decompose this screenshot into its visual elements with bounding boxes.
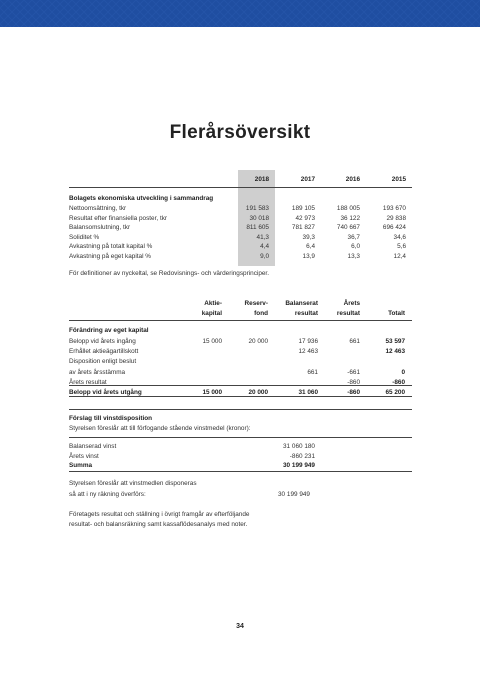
year-header: 2016 [345,176,360,183]
cell-value: 31 060 180 [283,443,315,450]
row-label: Erhållet aktieägartillskott [69,348,139,356]
cell-value: 740 667 [336,224,360,232]
cell-value: 13,3 [347,253,360,260]
cell-value: 189 105 [291,205,315,212]
cell-value: -860 231 [289,452,315,460]
cell-value: 41,3 [256,233,269,241]
column-header: Totalt [388,310,405,317]
cell-value: 34,6 [393,233,406,241]
cell-value: 17 936 [298,338,318,345]
cell-value: 20 000 [248,389,268,396]
page-number: 34 [236,623,244,630]
cell-value: 811 605 [246,224,269,232]
cell-value: 36 122 [340,214,360,222]
divider [69,320,412,321]
row-label: Summa [69,462,93,470]
cell-value: -661 [347,368,360,376]
cell-value: 6,4 [306,243,315,251]
proposal-intro: Styrelsen föreslår att till förfogande stående vinstmedel (kronor): [69,425,251,432]
cell-value: 20 000 [248,338,268,345]
divider [69,437,412,438]
cell-value: 42 973 [295,214,315,222]
column-header: Årets [343,300,360,307]
row-label: Balansomslutning, tkr [69,224,131,232]
row-label: Årets vinst [69,452,99,460]
section-title: Bolagets ekonomiska utveckling i sammandrag [69,195,214,202]
cell-value: 12 463 [385,348,405,356]
row-label: Balanserad vinst [69,443,117,450]
cell-value: 15 000 [202,389,222,396]
year-header: 2018 [254,176,269,183]
cell-value: 781 827 [291,224,315,232]
divider [69,409,412,410]
year-header: 2017 [300,176,315,183]
cell-value: 53 597 [385,338,405,345]
dispose-text: så att i ny räkning överförs: [69,491,146,498]
cell-value: 4,4 [260,243,269,251]
column-header: Balanserat [285,300,318,307]
row-label: av årets årsstämma [69,368,126,376]
top-banner [0,0,480,27]
cell-value: 0 [401,368,405,376]
row-label: Resultat efter finansiella poster, tkr [69,214,168,222]
cell-value: 39,3 [302,233,315,241]
divider [69,471,412,472]
row-label: Belopp vid årets ingång [69,338,136,345]
cell-value: 13,9 [302,253,315,260]
cell-value: 191 583 [245,205,269,212]
cell-value: 6,0 [351,243,360,251]
cell-value: 30 199 949 [283,462,315,470]
cell-value: 15 000 [202,338,222,345]
cell-value: 30 018 [249,214,269,222]
page-title: Flerårsöversikt [169,122,311,143]
cell-value: -860 [347,378,360,386]
divider [69,187,412,188]
cell-value: 193 670 [382,205,406,212]
column-header: fond [254,310,268,317]
cell-value: 661 [349,338,360,345]
row-label: Belopp vid årets utgång [69,389,142,396]
row-label: Soliditet % [69,233,100,241]
cell-value: 5,6 [397,243,406,251]
year-header: 2015 [391,176,406,183]
cell-value: 12,4 [393,253,406,260]
dispose-text: Styrelsen föreslår att vinstmedlen disponeras [69,480,197,487]
column-header: kapital [201,310,222,317]
cell-value: 29 838 [386,214,406,222]
row-label: Nettoomsättning, tkr [69,205,127,212]
row-label: Avkastning på eget kapital % [69,253,151,260]
column-header: resultat [294,310,318,317]
closing-text: Företagets resultat och ställning i övrigt framgår av efterföljande [69,511,250,518]
cell-value: -860 [392,378,405,386]
closing-text: resultat- och balansräkning samt kassaflödesanalys med noter. [69,521,248,528]
cell-value: 661 [307,368,318,376]
column-header: Reserv- [244,300,268,307]
cell-value: 31 060 [298,389,318,396]
cell-value: 188 005 [336,205,360,212]
cell-value: 696 424 [382,224,406,232]
row-label: Avkastning på totalt kapital % [69,243,153,251]
column-header: Aktie- [204,300,222,307]
column-header: resultat [336,310,360,317]
row-label: Årets resultat [69,378,107,386]
definitions-note: För definitioner av nyckeltal, se Redovisnings- och värderingsprinciper. [69,270,269,277]
cell-value: 12 463 [298,348,318,356]
section-title: Förslag till vinstdisposition [69,415,153,422]
cell-value: 65 200 [385,389,405,396]
dispose-value: 30 199 949 [278,491,310,498]
row-label: Disposition enligt beslut [69,358,137,366]
divider [69,396,412,397]
cell-value: -860 [347,389,360,396]
cell-value: 9,0 [260,253,269,260]
section-title: Förändring av eget kapital [69,327,149,334]
cell-value: 36,7 [347,233,360,241]
divider [69,385,412,386]
